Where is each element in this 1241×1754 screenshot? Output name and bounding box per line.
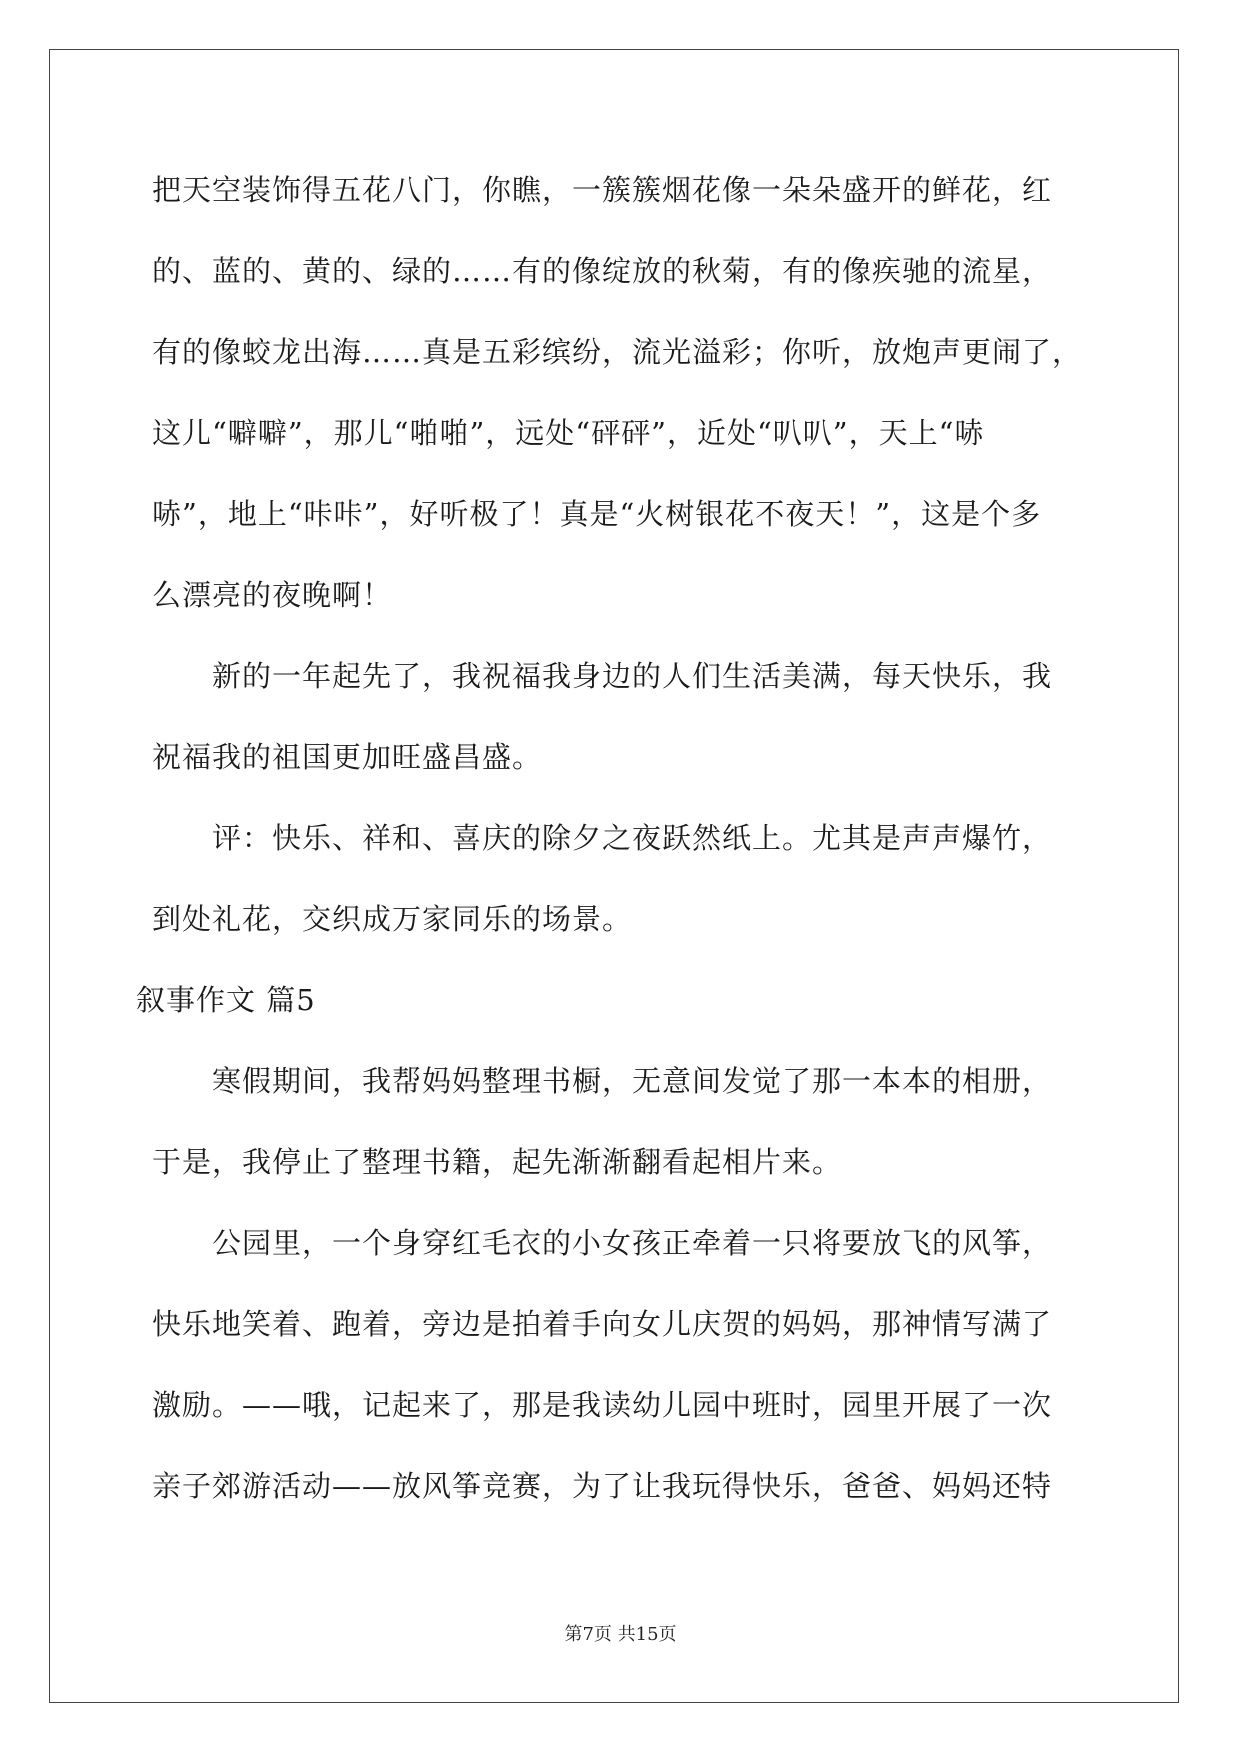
text-line: 到处礼花，交织成万家同乐的场景。 xyxy=(152,902,633,936)
text-line: 有的像蛟龙出海……真是五彩缤纷，流光溢彩；你听，放炮声更闹了， xyxy=(152,335,1083,369)
text-line: 寒假期间，我帮妈妈整理书橱，无意间发觉了那一本本的相册， xyxy=(212,1064,1053,1098)
section-heading: 叙事作文 篇5 xyxy=(136,983,316,1017)
text-line: 亲子郊游活动——放风筝竞赛，为了让我玩得快乐，爸爸、妈妈还特 xyxy=(152,1469,1053,1503)
text-line: 公园里，一个身穿红毛衣的小女孩正牵着一只将要放飞的风筝， xyxy=(212,1226,1053,1260)
text-line: 么漂亮的夜晚啊！ xyxy=(152,578,393,612)
paragraph-new-year xyxy=(152,636,1087,798)
text-line: 于是，我停止了整理书籍，起先渐渐翻看起相片来。 xyxy=(152,1145,843,1179)
text-line: 新的一年起先了，我祝福我身边的人们生活美满，每天快乐，我 xyxy=(212,659,1053,693)
text-line: 的、蓝的、黄的、绿的……有的像绽放的秋菊，有的像疾驰的流星， xyxy=(152,254,1053,288)
text-line: 这儿“噼噼”，那儿“啪啪”，远处“砰砰”，近处“叭叭”，天上“哧 xyxy=(152,416,985,450)
text-line: 激励。——哦，记起来了，那是我读幼儿园中班时，园里开展了一次 xyxy=(152,1388,1053,1422)
paragraph-fireworks xyxy=(152,150,1087,636)
paragraph-winter-break xyxy=(152,1041,1087,1203)
text-line: 祝福我的祖国更加旺盛昌盛。 xyxy=(152,740,543,774)
page-number-footer: 第7页 共15页 xyxy=(564,1624,677,1645)
text-line: 把天空装饰得五花八门，你瞧，一簇簇烟花像一朵朵盛开的鲜花，红 xyxy=(152,173,1053,207)
text-line: 哧”，地上“咔咔”，好听极了！真是“火树银花不夜天！”，这是个多 xyxy=(152,497,1042,531)
paragraph-park xyxy=(152,1203,1087,1527)
text-line: 快乐地笑着、跑着，旁边是拍着手向女儿庆贺的妈妈，那神情写满了 xyxy=(152,1307,1053,1341)
paragraph-comment xyxy=(152,798,1087,960)
document-body xyxy=(136,150,1087,1527)
text-line: 评：快乐、祥和、喜庆的除夕之夜跃然纸上。尤其是声声爆竹， xyxy=(212,821,1053,855)
